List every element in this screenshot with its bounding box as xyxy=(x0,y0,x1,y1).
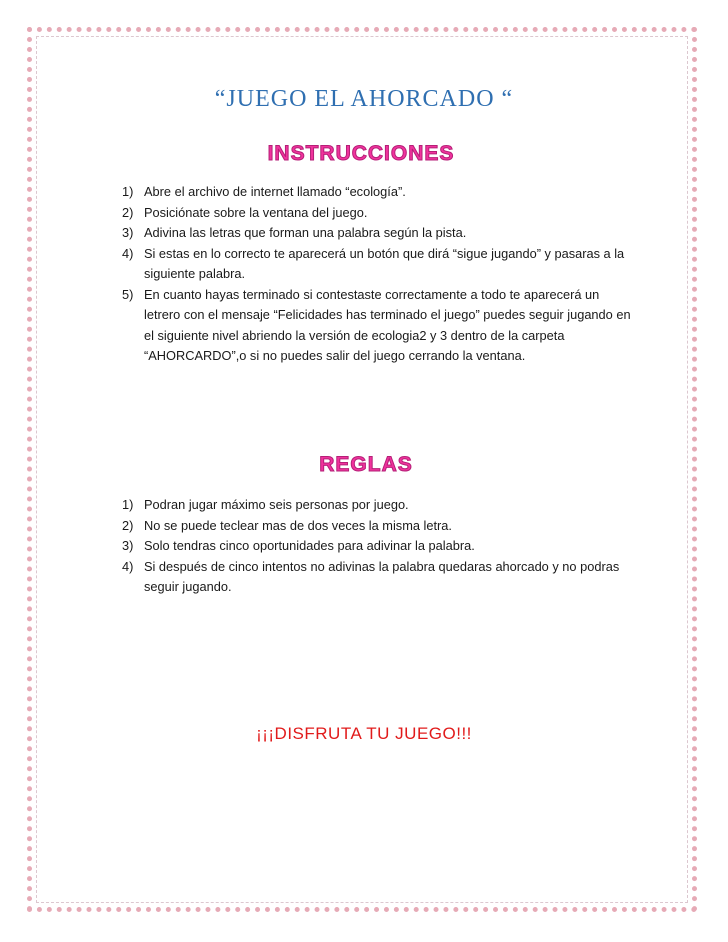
item-number: 3) xyxy=(122,538,134,553)
list-item xyxy=(122,516,634,537)
item-text: Solo tendras cinco oportunidades para adivinar la palabra. xyxy=(144,538,475,553)
closing-message: ¡¡¡DISFRUTA TU JUEGO!!! xyxy=(256,724,472,743)
list-item xyxy=(122,203,634,224)
list-item xyxy=(122,557,634,598)
item-text: Abre el archivo de internet llamado “ecología”. xyxy=(144,184,406,199)
item-text: No se puede teclear mas de dos veces la misma letra. xyxy=(144,517,452,533)
item-text: Posiciónate sobre la ventana del juego. xyxy=(144,204,368,220)
item-text: Adivina las letras que forman una palabra según la pista. xyxy=(144,225,467,240)
item-number: 1) xyxy=(122,497,134,512)
document-title: “JUEGO EL AHORCADO “ xyxy=(214,86,514,112)
item-text: En cuanto hayas terminado si contestaste correctamente a todo te aparecerá un letrero con el mensaje “Felicidades has terminado el juego” puedes seguir jugando en el siguiente nivel abriendo la versión de ecologia2 y 3 dentro de la carpeta “AHORCARDO”,o si no puedes salir del juego cerrando la ventana. xyxy=(144,286,631,363)
item-number: 4) xyxy=(122,558,134,574)
reglas-heading: REGLAS xyxy=(319,453,413,476)
list-item xyxy=(122,536,634,557)
item-text: Si estas en lo correcto te aparecerá un botón que dirá “sigue jugando” y pasaras a la siguiente palabra. xyxy=(144,245,625,281)
item-number: 5) xyxy=(122,286,134,302)
instrucciones-list xyxy=(122,182,634,367)
list-item xyxy=(122,244,634,285)
item-number: 1) xyxy=(122,184,134,199)
item-text: Podran jugar máximo seis personas por juego. xyxy=(144,497,409,512)
item-number: 3) xyxy=(122,225,134,240)
list-item xyxy=(122,285,634,367)
reglas-list xyxy=(122,495,634,598)
list-item xyxy=(122,495,634,516)
item-number: 4) xyxy=(122,245,134,261)
item-number: 2) xyxy=(122,204,134,220)
list-item xyxy=(122,182,634,203)
list-item xyxy=(122,223,634,244)
item-text: Si después de cinco intentos no adivinas la palabra quedaras ahorcado y no podras seguir jugando. xyxy=(144,558,620,594)
instrucciones-heading: INSTRUCCIONES xyxy=(267,142,455,165)
item-number: 2) xyxy=(122,517,134,533)
